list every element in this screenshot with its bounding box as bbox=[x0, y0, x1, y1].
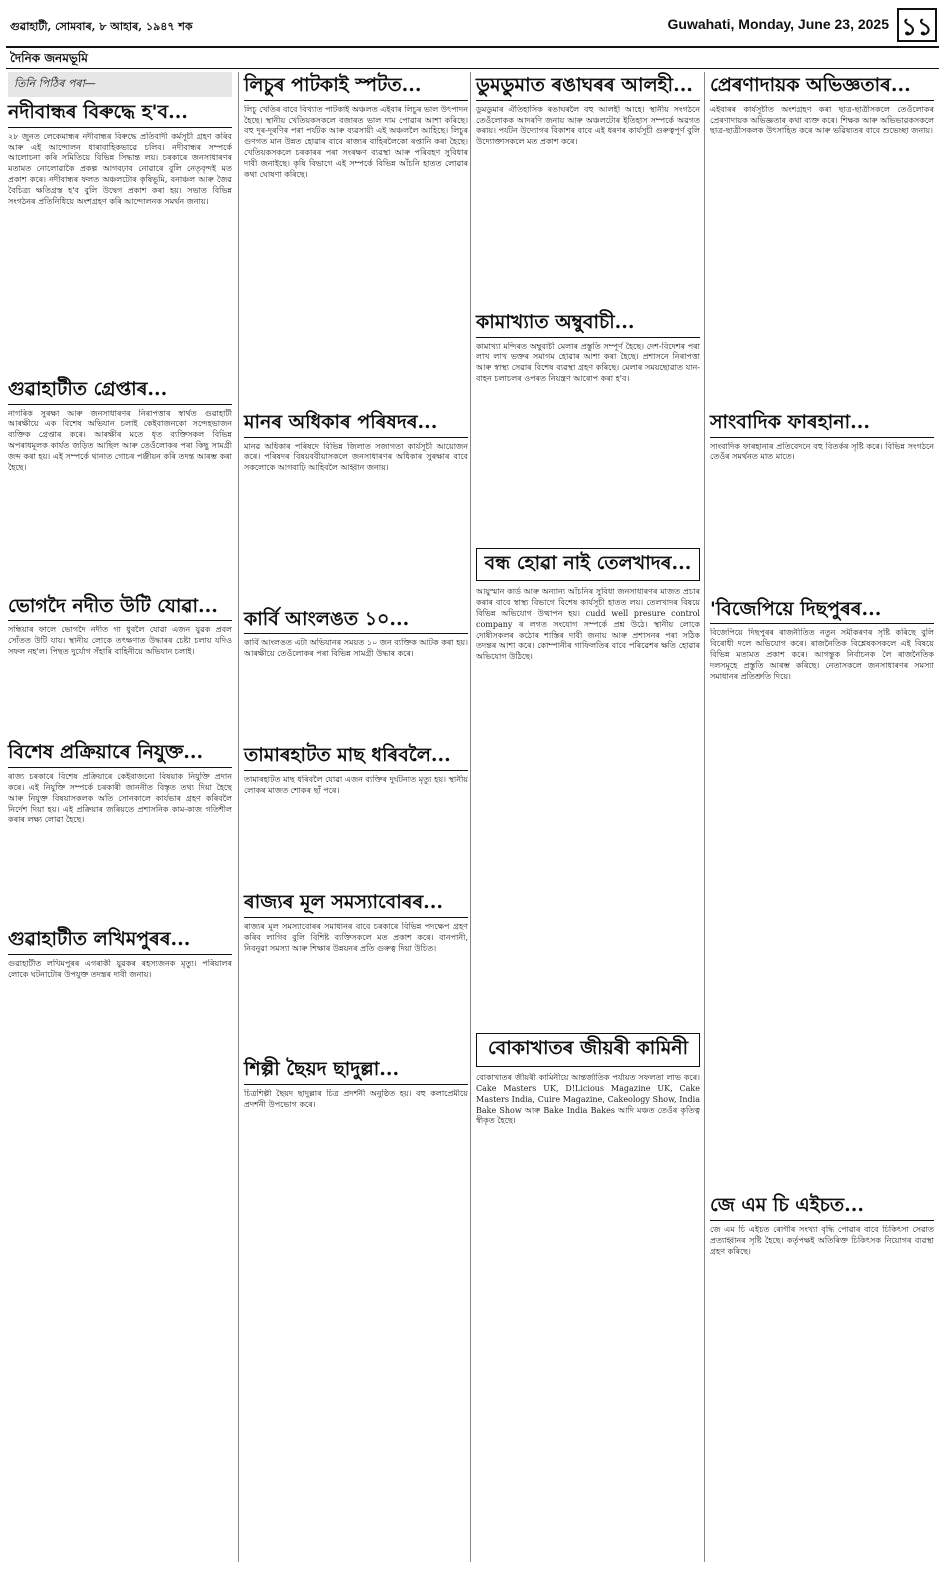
column-3 bbox=[476, 72, 700, 1249]
boxed-headline bbox=[476, 1033, 700, 1067]
date-english: Guwahati, Monday, June 23, 2025 bbox=[667, 16, 889, 32]
article-body: মানৱ অধিকাৰ পৰিষদে বিভিন্ন জিলাত সজাগতা কাৰ্যসূচী আয়োজন কৰে। পৰিষদৰ বিষয়ববীয়াসকলে জনসাধাৰণৰ অধিকাৰ সুৰক্ষাৰ বাবে সকলোকে আগবাঢ়ি আহিবলৈ আহ্বান জনায়। bbox=[244, 441, 468, 473]
section-title: দৈনিক জনমভূমি bbox=[10, 51, 88, 65]
date-local: গুৱাহাটী, সোমবাৰ, ৮ আহাৰ, ১৯৪৭ শক bbox=[10, 20, 193, 33]
masthead bbox=[6, 6, 939, 64]
headline-doomdooma: ডুমডুমাত ৰঙাঘৰৰ আলহী... bbox=[476, 74, 700, 101]
article-body: কামাখ্যা মন্দিৰত অম্বুবাচী মেলাৰ প্ৰস্তুতি সম্পূৰ্ণ হৈছে। দেশ-বিদেশৰ পৰা লাখ লাখ ভক্তৰ সমাগম হোৱাৰ আশা কৰা হৈছে। প্ৰশাসনে নিৰাপত্তা আৰু স্বাস্থ্য সেৱাৰ বিশেষ ব্যৱস্থা গ্ৰহণ কৰিছে। মেলাৰ সময়ছোৱাত যান-বাহন চলাচলৰ ওপৰত নিয়ন্ত্ৰণ আৰোপ কৰা হ'ব। bbox=[476, 341, 700, 383]
headline-litchi: লিচুৰ পাটকাই স্পটত... bbox=[244, 74, 468, 101]
headline-tamarhat: তামাৰহাটত মাছ ধৰিবলৈ... bbox=[244, 744, 468, 771]
headline-kamakhya: কামাখ্যাত অম্বুবাচী... bbox=[476, 311, 700, 338]
article-body: জে এম চি এইচত ৰোগীৰ সংখ্যা বৃদ্ধি পোৱাৰ বাবে চিকিৎসা সেৱাত প্ৰত্যাহ্বানৰ সৃষ্টি হৈছে। কৰ্তৃপক্ষই অতিৰিক্ত চিকিৎসক নিয়োগৰ ব্যৱস্থা গ্ৰহণ কৰিছে। bbox=[710, 1225, 934, 1256]
continued-kicker: তিনি পিঠিৰ পৰা— bbox=[8, 72, 232, 97]
headline-journalist: সাংবাদিক ফাৰহানা... bbox=[710, 411, 934, 438]
article-body: ডুমডুমাৰ ঐতিহাসিক ৰঙাঘৰলৈ বহু আলহী আহে। স্থানীয় সংগঠনে তেওঁলোকক আদৰণি জনায় আৰু অঞ্চলটোৰ ইতিহাস সম্পৰ্কে অৱগত কৰায়। পৰ্যটন উদ্যোগৰ বিকাশৰ বাবে এই ধৰণৰ কাৰ্যসূচী গুৰুত্বপূৰ্ণ বুলি উদ্যোক্তাসকলে মত প্ৰকাশ কৰে। bbox=[476, 104, 700, 147]
headline-oil-well: বন্ধ হোৱা নাই তেলখাদৰ... bbox=[484, 551, 692, 574]
article-body: ২৮ জুনত লেকেমান্ধৰ নদীবান্ধৰ বিৰুদ্ধে প্ৰতিবাদী কৰ্মসূচী গ্ৰহণ কৰিব আৰু এই আন্দোলন ধাৰাবাহিকভাৱে চলিব। নদীবান্ধৰ সম্পৰ্কে আলোচনা কৰি সমিতিয়ে বিভিন্ন সিদ্ধান্ত লয়। চৰকাৰে জনসাধাৰণৰ মতামত নোলোৱাকৈ প্ৰকল্প আগবঢ়াব নোৱাৰে বুলি নেতৃবৃন্দই মত প্ৰকাশ কৰে। নদীবান্ধৰ ফলত অঞ্চলটোৰ কৃষিভূমি, বনাঞ্চল আৰু জৈৱ বৈচিত্ৰ্য ক্ষতিগ্ৰস্ত হ'ব বুলি উদ্বেগ প্ৰকাশ কৰা হয়। সভাত বিভিন্ন সংগঠনৰ প্ৰতিনিধিয়ে অংশগ্ৰহণ কৰি আন্দোলনক সমৰ্থন জনায়। bbox=[8, 131, 232, 206]
column-divider bbox=[238, 72, 239, 1562]
column-1 bbox=[8, 72, 232, 1055]
headline-karbi-anglong: কাৰ্বি আংলঙত ১০... bbox=[244, 608, 468, 635]
headline-bhogdoi-river: ভোগদৈ নদীত উটি যোৱা... bbox=[8, 595, 232, 622]
masthead-rule bbox=[6, 46, 939, 48]
page-number: ১১ bbox=[897, 8, 937, 42]
article-body: লিচু খেতিৰ বাবে বিখ্যাত পাটকাই অঞ্চলত এইবাৰ লিচুৰ ভাল উৎপাদন হৈছে। স্থানীয় খেতিয়কসকলে বজাৰত ভাল দাম পোৱাৰ আশা কৰিছে। বহু দূৰ-দূৰণিৰ পৰা পৰ্যটক আৰু ব্যৱসায়ী এই অঞ্চললৈ আহিছে। লিচুৰ গুণগত মান উন্নত হোৱাৰ বাবে ৰাজ্যৰ বাহিৰলৈকো ৰপ্তানি কৰা হৈছে। খেতিয়কসকলে চৰকাৰৰ পৰা সংৰক্ষণ ব্যৱস্থা আৰু পৰিবহণ সুবিধাৰ দাবী জনাইছে। কৃষি বিভাগে এই সম্পৰ্কে বিভিন্ন আঁচনি হাতত লোৱাৰ কথা ঘোষণা কৰিছে। bbox=[244, 104, 468, 179]
article-body: ৰাজ্যৰ মূল সমস্যাবোৰৰ সমাধানৰ বাবে চৰকাৰে বিভিন্ন পদক্ষেপ গ্ৰহণ কৰিব লাগিব বুলি বিশিষ্ট ব্যক্তিসকলে মত প্ৰকাশ কৰে। বানপানী, নিবনুৱা সমস্যা আৰু শিক্ষাৰ উন্নয়নৰ প্ৰতি গুৰুত্ব দিয়া উচিত। bbox=[244, 921, 468, 953]
article-body: ৰাজ্য চৰকাৰে বিশেষ প্ৰক্ৰিয়াৰে কেইবাজনো বিষয়াক নিযুক্তি প্ৰদান কৰে। এই নিযুক্তি সম্পৰ্কে চৰকাৰী জাননীত বিস্তৃত তথ্য দিয়া হৈছে আৰু নিযুক্ত বিষয়াসকলক অতি সোনকালে কাৰ্যভাৰ গ্ৰহণ কৰিবলৈ নিৰ্দেশ দিয়া হয়। এই প্ৰক্ৰিয়াৰ জৰিয়তে প্ৰশাসনিক কাম-কাজ গতিশীল কৰাৰ লক্ষ্য লোৱা হৈছে। bbox=[8, 772, 232, 825]
article-body: এইবাৰৰ কাৰ্যসূচীত অংশগ্ৰহণ কৰা ছাত্ৰ-ছাত্ৰীসকলে তেওঁলোকৰ প্ৰেৰণাদায়ক অভিজ্ঞতাৰ কথা ব্যক্ত কৰে। শিক্ষক আৰু অভিভাৱকসকলে ছাত্ৰ-ছাত্ৰীসকলক উৎসাহিত কৰে আৰু ভৱিষ্যতৰ বাবে শুভেচ্ছা জনায়। bbox=[710, 104, 934, 136]
boxed-headline bbox=[476, 548, 700, 582]
section-rule bbox=[6, 68, 939, 69]
column-2 bbox=[244, 72, 468, 1165]
headline-bjp-dispur: 'বিজেপিয়ে দিছপুৰৰ... bbox=[710, 598, 934, 625]
article-body: নাগৰিক সুৰক্ষা আৰু জনসাধাৰণৰ নিৰাপত্তাৰ স্বাৰ্থত গুৱাহাটী আৰক্ষীয়ে এক বিশেষ অভিযান চলাই কেইবাজনকো সন্দেহভাজন ব্যক্তিক গ্ৰেপ্তাৰ কৰে। আৰক্ষীৰ মতে ধৃত ব্যক্তিসকল বিভিন্ন অপৰাধমূলক কাৰ্যত জড়িত আছিল আৰু তেওঁলোকৰ পৰা কিছু সামগ্ৰী জব্দ কৰা হয়। এই সম্পৰ্কে থানাত গোচৰ পঞ্জীয়ন কৰি তদন্ত আৰম্ভ কৰা হৈছে। bbox=[8, 408, 232, 472]
headline-inspiring-experience: প্ৰেৰণাদায়ক অভিজ্ঞতাৰ... bbox=[710, 74, 934, 101]
article-body: কাৰ্বি আংলঙত এটা অভিযানৰ সময়ত ১০ জন ব্যক্তিক আটক কৰা হয়। আৰক্ষীয়ে তেওঁলোকৰ পৰা বিভিন্ন সামগ্ৰী উদ্ধাৰ কৰে। bbox=[244, 638, 468, 659]
headline-state-problems: ৰাজ্যৰ মূল সমস্যাবোৰৰ... bbox=[244, 891, 468, 918]
headline-bokakhat: বোকাখাতৰ জীয়ৰী কামিনী bbox=[487, 1037, 689, 1060]
column-divider bbox=[470, 72, 471, 1562]
headline-guwahati-arrest: গুৱাহাটীত গ্ৰেপ্তাৰ... bbox=[8, 378, 232, 405]
article-body: গুৱাহাটীত লখিমপুৰৰ এগৰাকী যুৱকৰ ৰহস্যজনক মৃত্যু। পৰিয়ালৰ লোকে ঘটনাটোৰ উপযুক্ত তদন্তৰ দাবী জনায়। bbox=[8, 958, 232, 979]
article-body: সাংবাদিক ফাৰহানাৰ প্ৰতিবেদনে বহু বিতৰ্কৰ সৃষ্টি কৰে। বিভিন্ন সংগঠনে তেওঁৰ সমৰ্থনত মাত মাতে। bbox=[710, 441, 934, 462]
headline-jmch: জে এম চি এইচত... bbox=[710, 1194, 934, 1221]
article-body: বোকাখাতৰ জীয়ৰী কামিনীয়ে আন্তৰ্জাতিক পৰ্যায়ত সফলতা লাভ কৰে। Cake Masters UK, D!Licious Magazine UK, Cake Masters India, Cuire Magazine, Cakeology Show, India Bake Show আৰু Bake India Bakes আদি মঞ্চত তেওঁৰ কৃতিত্ব স্বীকৃত হৈছে। bbox=[476, 1073, 700, 1126]
headline-artist: শিল্পী ছৈয়দ ছাদুল্লা... bbox=[244, 1058, 468, 1085]
headline-human-rights: মানৰ অধিকাৰ পৰিষদৰ... bbox=[244, 411, 468, 438]
headline-river-dam: নদীবান্ধৰ বিৰুদ্ধে হ'ব... bbox=[8, 101, 232, 128]
article-body: বিজেপিয়ে দিছপুৰৰ ৰাজনীতিত নতুন সমীকৰণৰ সৃষ্টি কৰিছে বুলি বিৰোধী দলে অভিযোগ কৰে। ৰাজনৈতিক বিশ্লেষকসকলে এই বিষয়ে বিভিন্ন মতামত প্ৰকাশ কৰে। আগন্তুক নিৰ্বাচনক লৈ ৰাজনৈতিক দলসমূহে প্ৰস্তুতি আৰম্ভ কৰিছে। নেতাসকলে জনসাধাৰণৰ সমস্যা সমাধানৰ প্ৰতিশ্ৰুতি দিয়ে। bbox=[710, 628, 934, 681]
column-divider bbox=[704, 72, 705, 1562]
article-body: সন্ধিয়াৰ ফালে ভোগদৈ নদীত গা ধুবলৈ যোৱা এজন যুৱক প্ৰবল সোঁতত উটি যায়। স্থানীয় লোকে তৎক্ষণাত উদ্ধাৰৰ চেষ্টা চলায় যদিও সফল নহ'ল। পিছত দুৰ্যোগ সঁহাৰি বাহিনীয়ে অভিযান চলাই। bbox=[8, 625, 232, 656]
headline-special-appointment: বিশেষ প্ৰক্ৰিয়াৰে নিযুক্ত... bbox=[8, 741, 232, 768]
article-body: তামাৰহাটত মাছ ধৰিবলৈ যোৱা এজন ব্যক্তিৰ দুৰ্ঘটনাত মৃত্যু হয়। স্থানীয় লোকৰ মাজত শোকৰ ছাঁ পৰে। bbox=[244, 775, 468, 795]
article-body: চিত্ৰশিল্পী ছৈয়দ ছাদুল্লাৰ চিত্ৰ প্ৰদৰ্শনী অনুষ্ঠিত হয়। বহু কলাপ্ৰেমীয়ে প্ৰদৰ্শনী উপভোগ কৰে। bbox=[244, 1088, 468, 1109]
headline-guwahati-lakhimpur: গুৱাহাটীত লখিমপুৰৰ... bbox=[8, 928, 232, 955]
column-4 bbox=[710, 72, 934, 1431]
article-body: আয়ুস্মান কাৰ্ড আৰু অন্যান্য আঁচনিৰ সুবিধা জনসাধাৰণৰ মাজত প্ৰচাৰ কৰাৰ বাবে স্বাস্থ্য বিভাগে বিশেষ কাৰ্যসূচী হাতত লয়। তেলখাদৰ বিষয়ে বিভিন্ন অভিযোগ উত্থাপন হয়। cudd well presure control company ৰ লগত সংযোগ সম্পৰ্কে প্ৰশ্ন উঠে। স্থানীয় লোকে দোষীসকলৰ কঠোৰ শাস্তিৰ দাবী জনায় আৰু প্ৰশাসনৰ পৰা সঠিক তদন্তৰ আশা কৰে। কোম্পানীৰ গাফিলতিৰ বাবে পৰিৱেশৰ ক্ষতি হোৱাৰ অভিযোগ উঠিছে। bbox=[476, 587, 700, 662]
